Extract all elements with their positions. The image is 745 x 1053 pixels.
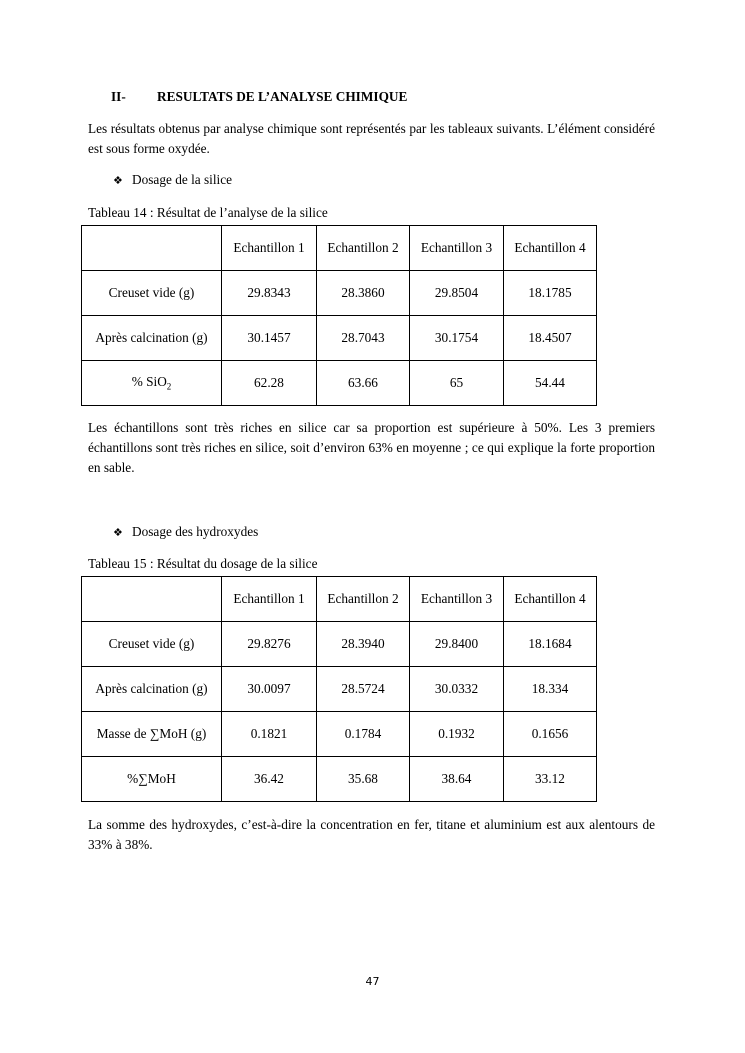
header-cell: Echantillon 2	[317, 577, 410, 622]
row-label: %∑MoH	[82, 757, 222, 802]
row-label	[82, 361, 222, 406]
header-cell: Echantillon 3	[410, 226, 504, 271]
table-row	[82, 712, 597, 757]
bullet-silice-label: Dosage de la silice	[132, 172, 233, 187]
table-cell: 30.0332	[410, 667, 504, 712]
diamond-bullet-icon: ❖	[113, 174, 123, 187]
bullet-hydroxydes	[113, 524, 258, 540]
table-cell: 18.1684	[504, 622, 597, 667]
table15-comment: La somme des hydroxydes, c’est-à-dire la concentration en fer, titane et aluminium est aux alentours de 33% à 38%.	[88, 817, 655, 852]
table-cell: 28.3940	[317, 622, 410, 667]
row-label: Après calcination (g)	[82, 316, 222, 361]
table-cell: 38.64	[410, 757, 504, 802]
table-cell: 65	[410, 361, 504, 406]
table-cell: 28.5724	[317, 667, 410, 712]
table-row	[82, 757, 597, 802]
bullet-silice	[113, 172, 232, 188]
header-cell: Echantillon 2	[317, 226, 410, 271]
table-cell: 33.12	[504, 757, 597, 802]
table-cell: 29.8276	[222, 622, 317, 667]
table-cell: 30.1754	[410, 316, 504, 361]
table-cell: 18.334	[504, 667, 597, 712]
row-label-main: % SiO	[131, 374, 167, 390]
table-row	[82, 271, 597, 316]
table-cell: 0.1784	[317, 712, 410, 757]
page-number: 47	[365, 975, 380, 988]
header-cell: Echantillon 4	[504, 577, 597, 622]
table-cell: 62.28	[222, 361, 317, 406]
section-heading	[111, 89, 407, 105]
table-cell: 54.44	[504, 361, 597, 406]
table-15	[81, 576, 597, 802]
table-cell: 29.8343	[222, 271, 317, 316]
table-cell: 30.1457	[222, 316, 317, 361]
row-label: Creuset vide (g)	[82, 622, 222, 667]
table-cell: 29.8504	[410, 271, 504, 316]
table-14	[81, 225, 597, 406]
row-label: Creuset vide (g)	[82, 271, 222, 316]
table15-caption: Tableau 15 : Résultat du dosage de la silice	[88, 556, 318, 571]
table-row	[82, 622, 597, 667]
table-cell: 0.1656	[504, 712, 597, 757]
table-cell: 36.42	[222, 757, 317, 802]
table14-caption: Tableau 14 : Résultat de l’analyse de la silice	[88, 205, 328, 220]
section-number: II-	[111, 89, 126, 104]
header-cell	[82, 577, 222, 622]
table-row	[82, 361, 597, 406]
row-label: Après calcination (g)	[82, 667, 222, 712]
intro-paragraph: Les résultats obtenus par analyse chimique sont représentés par les tableaux suivants. L’élément considéré est sous forme oxydée.	[88, 121, 655, 156]
diamond-bullet-icon: ❖	[113, 526, 123, 539]
table-header-row	[82, 577, 597, 622]
table-cell: 35.68	[317, 757, 410, 802]
table-cell: 0.1932	[410, 712, 504, 757]
row-label: Masse de ∑MoH (g)	[82, 712, 222, 757]
table-cell: 28.3860	[317, 271, 410, 316]
header-cell	[82, 226, 222, 271]
table-cell: 18.4507	[504, 316, 597, 361]
header-cell: Echantillon 4	[504, 226, 597, 271]
table-row	[82, 316, 597, 361]
table14-comment: Les échantillons sont très riches en silice car sa proportion est supérieure à 50%. Les 3 premiers échantillons sont très riches en silice, soit d’environ 63% en moyenne ; ce qui explique la forte proportion en sable.	[88, 420, 655, 475]
section-title: RESULTATS DE L’ANALYSE CHIMIQUE	[157, 89, 408, 104]
table-cell: 63.66	[317, 361, 410, 406]
table-cell: 28.7043	[317, 316, 410, 361]
bullet-hydroxydes-label: Dosage des hydroxydes	[132, 524, 259, 539]
table-header-row	[82, 226, 597, 271]
table-cell: 18.1785	[504, 271, 597, 316]
table-cell: 0.1821	[222, 712, 317, 757]
table-row	[82, 667, 597, 712]
header-cell: Echantillon 1	[222, 577, 317, 622]
table-cell: 29.8400	[410, 622, 504, 667]
table-cell: 30.0097	[222, 667, 317, 712]
row-label-subscript: 2	[166, 381, 172, 392]
header-cell: Echantillon 3	[410, 577, 504, 622]
header-cell: Echantillon 1	[222, 226, 317, 271]
